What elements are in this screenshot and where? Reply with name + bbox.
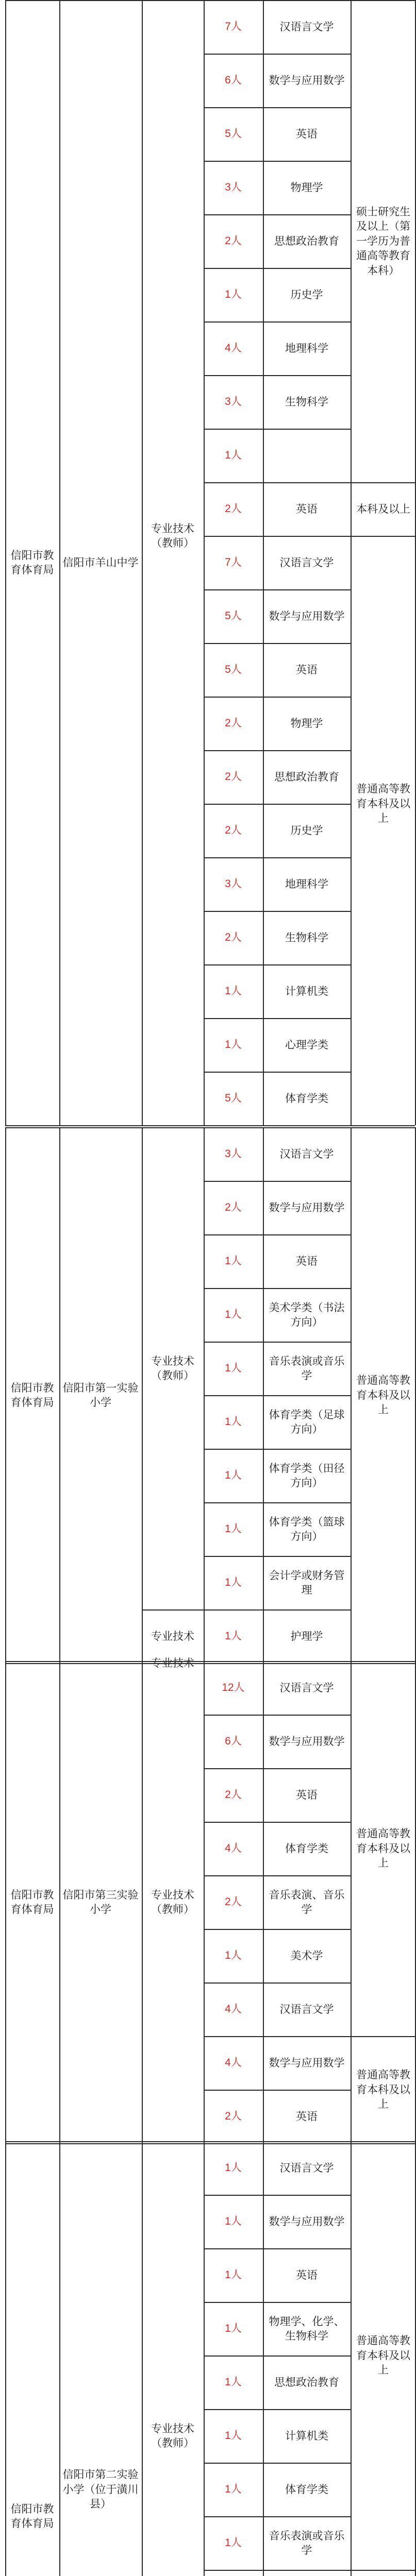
headcount-cell: 3人 (225, 877, 242, 890)
major-cell: 地理科学 (285, 877, 328, 890)
row-divider (204, 2248, 351, 2249)
column-divider (204, 2141, 205, 2576)
major-cell: 护理学 (290, 1630, 323, 1642)
major-cell: 会计学或财务管理 (269, 1569, 345, 1596)
major-cell: 计算机类 (285, 985, 328, 997)
headcount-cell: 2人 (225, 1788, 242, 1801)
row-divider (5, 0, 415, 1)
major-cell: 体育学类（田径方向） (269, 1462, 345, 1489)
headcount-cell: 1人 (225, 1415, 242, 1428)
headcount-cell: 4人 (225, 1842, 242, 1854)
major-cell: 数学与应用数学 (269, 2056, 345, 2069)
column-divider (204, 0, 205, 1125)
headcount-cell: 1人 (225, 1522, 242, 1535)
major-cell: 物理学 (290, 181, 323, 194)
headcount-cell: 2人 (225, 1201, 242, 1213)
headcount-cell: 3人 (225, 181, 242, 193)
major-cell: 汉语言文学 (279, 20, 334, 33)
row-divider (204, 1502, 351, 1503)
headcount-cell: 5人 (225, 127, 242, 140)
row-divider (204, 589, 351, 590)
headcount-cell: 2人 (225, 1895, 242, 1908)
headcount-cell: 5人 (225, 663, 242, 675)
major-cell: 英语 (296, 502, 318, 515)
headcount-cell: 1人 (225, 2483, 242, 2495)
row-divider (5, 1125, 415, 1126)
row-divider (204, 268, 351, 269)
major-cell: 英语 (296, 2268, 318, 2281)
column-divider (351, 1661, 352, 2143)
headcount-cell: 1人 (225, 2215, 242, 2227)
row-divider (204, 1072, 351, 1073)
major-cell: 数学与应用数学 (269, 1201, 345, 1214)
row-divider (351, 2570, 415, 2571)
education-requirement: 本科及以上 (356, 502, 410, 515)
row-divider (204, 1181, 351, 1182)
education-requirement: 普通高等教育本科及以上 (356, 2334, 410, 2377)
headcount-cell: 1人 (225, 1362, 242, 1374)
row-divider (204, 643, 351, 644)
row-divider (142, 1609, 204, 1611)
major-cell: 体育学类（篮球方向） (269, 1515, 345, 1543)
headcount-cell: 1人 (225, 2161, 242, 2174)
row-divider (204, 2516, 351, 2517)
headcount-cell: 2人 (225, 824, 242, 836)
column-divider (142, 1127, 143, 1663)
row-divider (204, 482, 351, 483)
row-divider (351, 2036, 415, 2037)
major-cell: 计算机类 (285, 2429, 328, 2442)
column-divider (351, 0, 352, 1125)
headcount-cell: 1人 (225, 449, 242, 461)
major-cell: 思想政治教育 (274, 2376, 339, 2388)
row-divider (204, 54, 351, 55)
major-cell: 美术学类（书法方向） (269, 1301, 345, 1328)
major-cell: 体育学类 (285, 1092, 328, 1105)
major-cell: 物理学 (290, 717, 323, 730)
row-divider (204, 964, 351, 965)
unit-name: 信阳市教育体育局 (10, 2502, 54, 2530)
row-divider (204, 1556, 351, 1557)
column-divider (5, 2141, 6, 2576)
headcount-cell: 4人 (225, 2003, 242, 2015)
category-cell: 专业技术（教师） (151, 522, 194, 549)
column-divider (351, 1127, 352, 1663)
unit-name: 信阳市教育体育局 (10, 1888, 54, 1916)
headcount-cell: 1人 (225, 2429, 242, 2442)
major-cell: 体育学类（足球方向） (269, 1408, 345, 1435)
column-divider (142, 0, 143, 1125)
column-divider (204, 1127, 205, 1663)
headcount-cell: 1人 (225, 1308, 242, 1320)
major-cell: 思想政治教育 (274, 234, 339, 247)
major-cell: 音乐表演、音乐学 (269, 1888, 345, 1916)
major-cell: 生物科学 (285, 931, 328, 944)
column-divider (142, 1661, 143, 2143)
education-requirement: 普通高等教育本科及以上 (356, 783, 410, 825)
row-divider (204, 1822, 351, 1823)
row-divider (5, 2141, 415, 2142)
row-divider (204, 161, 351, 162)
major-cell: 历史学 (290, 824, 323, 837)
column-divider (5, 0, 6, 1125)
education-requirement: 普通高等教育本科及以上 (356, 1374, 410, 1416)
headcount-cell: 1人 (225, 1038, 242, 1050)
headcount-cell: 3人 (225, 395, 242, 408)
row-divider (204, 2355, 351, 2357)
major-cell: 汉语言文学 (279, 2161, 334, 2174)
column-divider (59, 1661, 60, 2143)
category-cell: 专业技术（教师） (151, 1888, 194, 1916)
row-divider (204, 536, 351, 537)
headcount-cell: 1人 (225, 1576, 242, 1588)
major-cell (263, 429, 351, 482)
major-cell: 数学与应用数学 (269, 74, 345, 87)
row-divider (5, 1127, 415, 1128)
column-divider (142, 2141, 143, 2576)
headcount-cell: 2人 (225, 502, 242, 515)
category-cell: 专业技术（教师） (151, 2422, 194, 2449)
education-requirement: 普通高等教育本科及以上 (356, 2069, 410, 2111)
category-cell: 专业技术（教师） (151, 1354, 194, 1382)
major-cell: 英语 (296, 663, 318, 676)
headcount-cell: 1人 (225, 288, 242, 300)
row-divider (204, 2409, 351, 2410)
headcount-cell: 5人 (225, 609, 242, 622)
major-cell: 地理科学 (285, 342, 328, 354)
row-divider (204, 697, 351, 698)
row-divider (204, 2036, 351, 2037)
row-divider (204, 857, 351, 858)
row-divider (204, 2463, 351, 2464)
row-divider (204, 2090, 351, 2091)
headcount-cell: 2人 (225, 770, 242, 783)
headcount-cell: 1人 (225, 2322, 242, 2334)
major-cell: 体育学类 (285, 1842, 328, 1855)
row-divider (204, 911, 351, 912)
row-divider (204, 321, 351, 323)
major-cell: 汉语言文学 (279, 1681, 334, 1694)
row-divider (204, 214, 351, 215)
headcount-cell: 1人 (225, 1255, 242, 1267)
row-divider (204, 1609, 351, 1611)
headcount-cell: 1人 (225, 1949, 242, 1961)
major-cell: 历史学 (290, 288, 323, 301)
column-divider (5, 1661, 6, 2143)
unit-name: 信阳市教育体育局 (10, 549, 54, 576)
major-cell: 汉语言文学 (279, 556, 334, 569)
category-cell: 专业技术 (151, 1630, 194, 1642)
major-cell: 物理学、化学、生物科学 (269, 2315, 345, 2342)
major-cell: 音乐表演或音乐学 (269, 1354, 345, 1382)
row-divider (204, 1768, 351, 1769)
row-divider (204, 107, 351, 108)
row-divider (204, 429, 351, 430)
major-cell: 英语 (296, 2110, 318, 2123)
headcount-cell: 1人 (225, 985, 242, 997)
row-divider (204, 1395, 351, 1396)
school-name: 信阳市第三实验小学 (62, 1888, 139, 1916)
row-divider (204, 2195, 351, 2196)
recruitment-table: 信阳市教育体育局 信阳市羊山中学 专业技术（教师） 7人 汉语言文学 6人 数学与应用数学 5人 英语 3人 物理学 2人 思想政治教育 1人 历史学 4人 地理科学 3人 生物科学 1人 2人 英语 7人 汉语言文学 5人 数学与应用数学 5人 英语 2人 物理学 2人 思想政治教育 2人 历史学 3人 地理科学 2人 生物科学 1人 计算机类 1人 心理学类 5人 体育学类 硕士研究生及以上（第一学历为普通高等教育本科） 本科及以上 普通高等教育本科及以上 信阳市教育体育局 信阳市第一实验小学 专业技术（教师） 专业技术 专业技术 3人 汉语言文学 2人 数学与应用数学 1人 英语 1人 美术学类（书法方向） 1人 音乐表演或音乐学 1人 体育学类（足球方向） 1人 体育学类（田径方向） 1人 体育学类（篮球方向） 1人 会计学或财务管理 1人 护理学 普通高等教育本科及以上 信阳市教育体育局 信阳市第三实验小学 专业技术（教师） 12人 汉语言文学 6人 数学与应用数学 2人 英语 4人 体育学类 2人 音乐表演、音乐学 1人 美术学 4人 汉语言文学 4人 数学与应用数学 2人 英语 普通高等教育本科及以上 普通高等教育本科及以上 信阳市教育体育局 信阳市第二实验小学（位于潢川县） 专业技术（教师） 1人 汉语言文学 1人 数学与应用数学 1人 英语 1人 物理学、化学、生物科学 1人 思想政治教育 1人 计算机类 1人 体育学类 1人 音乐表演或音乐学 普通高等教育本科及以上 (0, 0, 416, 2576)
row-divider (5, 1661, 415, 1662)
education-requirement: 普通高等教育本科及以上 (356, 1827, 410, 1870)
headcount-cell: 1人 (225, 1630, 242, 1642)
row-divider (204, 804, 351, 805)
major-cell: 心理学类 (285, 1038, 328, 1051)
headcount-cell: 1人 (225, 2376, 242, 2388)
column-divider (204, 1661, 205, 2143)
major-cell: 英语 (296, 1788, 318, 1801)
column-divider (59, 1127, 60, 1663)
major-cell: 体育学类 (285, 2483, 328, 2496)
row-divider (204, 1234, 351, 1235)
major-cell: 汉语言文学 (279, 2003, 334, 2015)
row-divider (204, 1715, 351, 1716)
major-cell: 数学与应用数学 (269, 1735, 345, 1748)
row-divider (204, 1982, 351, 1984)
major-cell: 美术学 (290, 1949, 323, 1962)
headcount-cell: 7人 (225, 556, 242, 568)
headcount-cell: 4人 (225, 342, 242, 354)
headcount-cell: 3人 (225, 1147, 242, 1160)
headcount-cell: 2人 (225, 931, 242, 943)
major-cell: 数学与应用数学 (269, 2215, 345, 2228)
column-divider (263, 0, 264, 1125)
row-divider (204, 2570, 351, 2571)
major-cell: 思想政治教育 (274, 770, 339, 783)
column-divider (5, 1127, 6, 1663)
row-divider (204, 1018, 351, 1019)
row-divider (204, 1342, 351, 1343)
major-cell: 汉语言文学 (279, 1147, 334, 1160)
major-cell: 生物科学 (285, 395, 328, 408)
headcount-cell: 4人 (225, 2056, 242, 2069)
headcount-cell: 1人 (225, 2268, 242, 2281)
school-name: 信阳市羊山中学 (62, 556, 139, 569)
education-requirement: 硕士研究生及以上（第一学历为普通高等教育本科） (356, 206, 410, 277)
headcount-cell: 1人 (225, 1469, 242, 1481)
headcount-cell: 5人 (225, 1092, 242, 1104)
major-cell: 英语 (296, 127, 318, 140)
headcount-cell: 6人 (225, 1735, 242, 1747)
headcount-cell: 12人 (222, 1681, 245, 1693)
column-divider (263, 1127, 264, 1663)
headcount-cell: 1人 (225, 2536, 242, 2549)
major-cell: 英语 (296, 1255, 318, 1267)
row-divider (204, 1288, 351, 1289)
row-divider (351, 482, 415, 483)
major-cell: 音乐表演或音乐学 (269, 2529, 345, 2556)
column-divider (263, 2141, 264, 2576)
headcount-cell: 6人 (225, 74, 242, 86)
school-name: 信阳市第一实验小学 (62, 1381, 139, 1409)
row-divider (204, 1449, 351, 1450)
row-divider (204, 750, 351, 751)
column-divider (59, 2141, 60, 2576)
row-divider (204, 1929, 351, 1930)
row-divider (204, 2302, 351, 2303)
major-cell: 数学与应用数学 (269, 609, 345, 622)
column-divider (59, 0, 60, 1125)
school-name: 信阳市第二实验小学（位于潢川县） (62, 2468, 139, 2511)
unit-name: 信阳市教育体育局 (10, 1381, 54, 1409)
headcount-cell: 2人 (225, 234, 242, 247)
headcount-cell: 2人 (225, 717, 242, 729)
row-divider (351, 536, 415, 537)
column-divider (263, 1661, 264, 2143)
row-divider (204, 1875, 351, 1876)
headcount-cell: 7人 (225, 20, 242, 32)
headcount-cell: 2人 (225, 2110, 242, 2122)
row-divider (204, 375, 351, 376)
column-divider (351, 2141, 352, 2576)
